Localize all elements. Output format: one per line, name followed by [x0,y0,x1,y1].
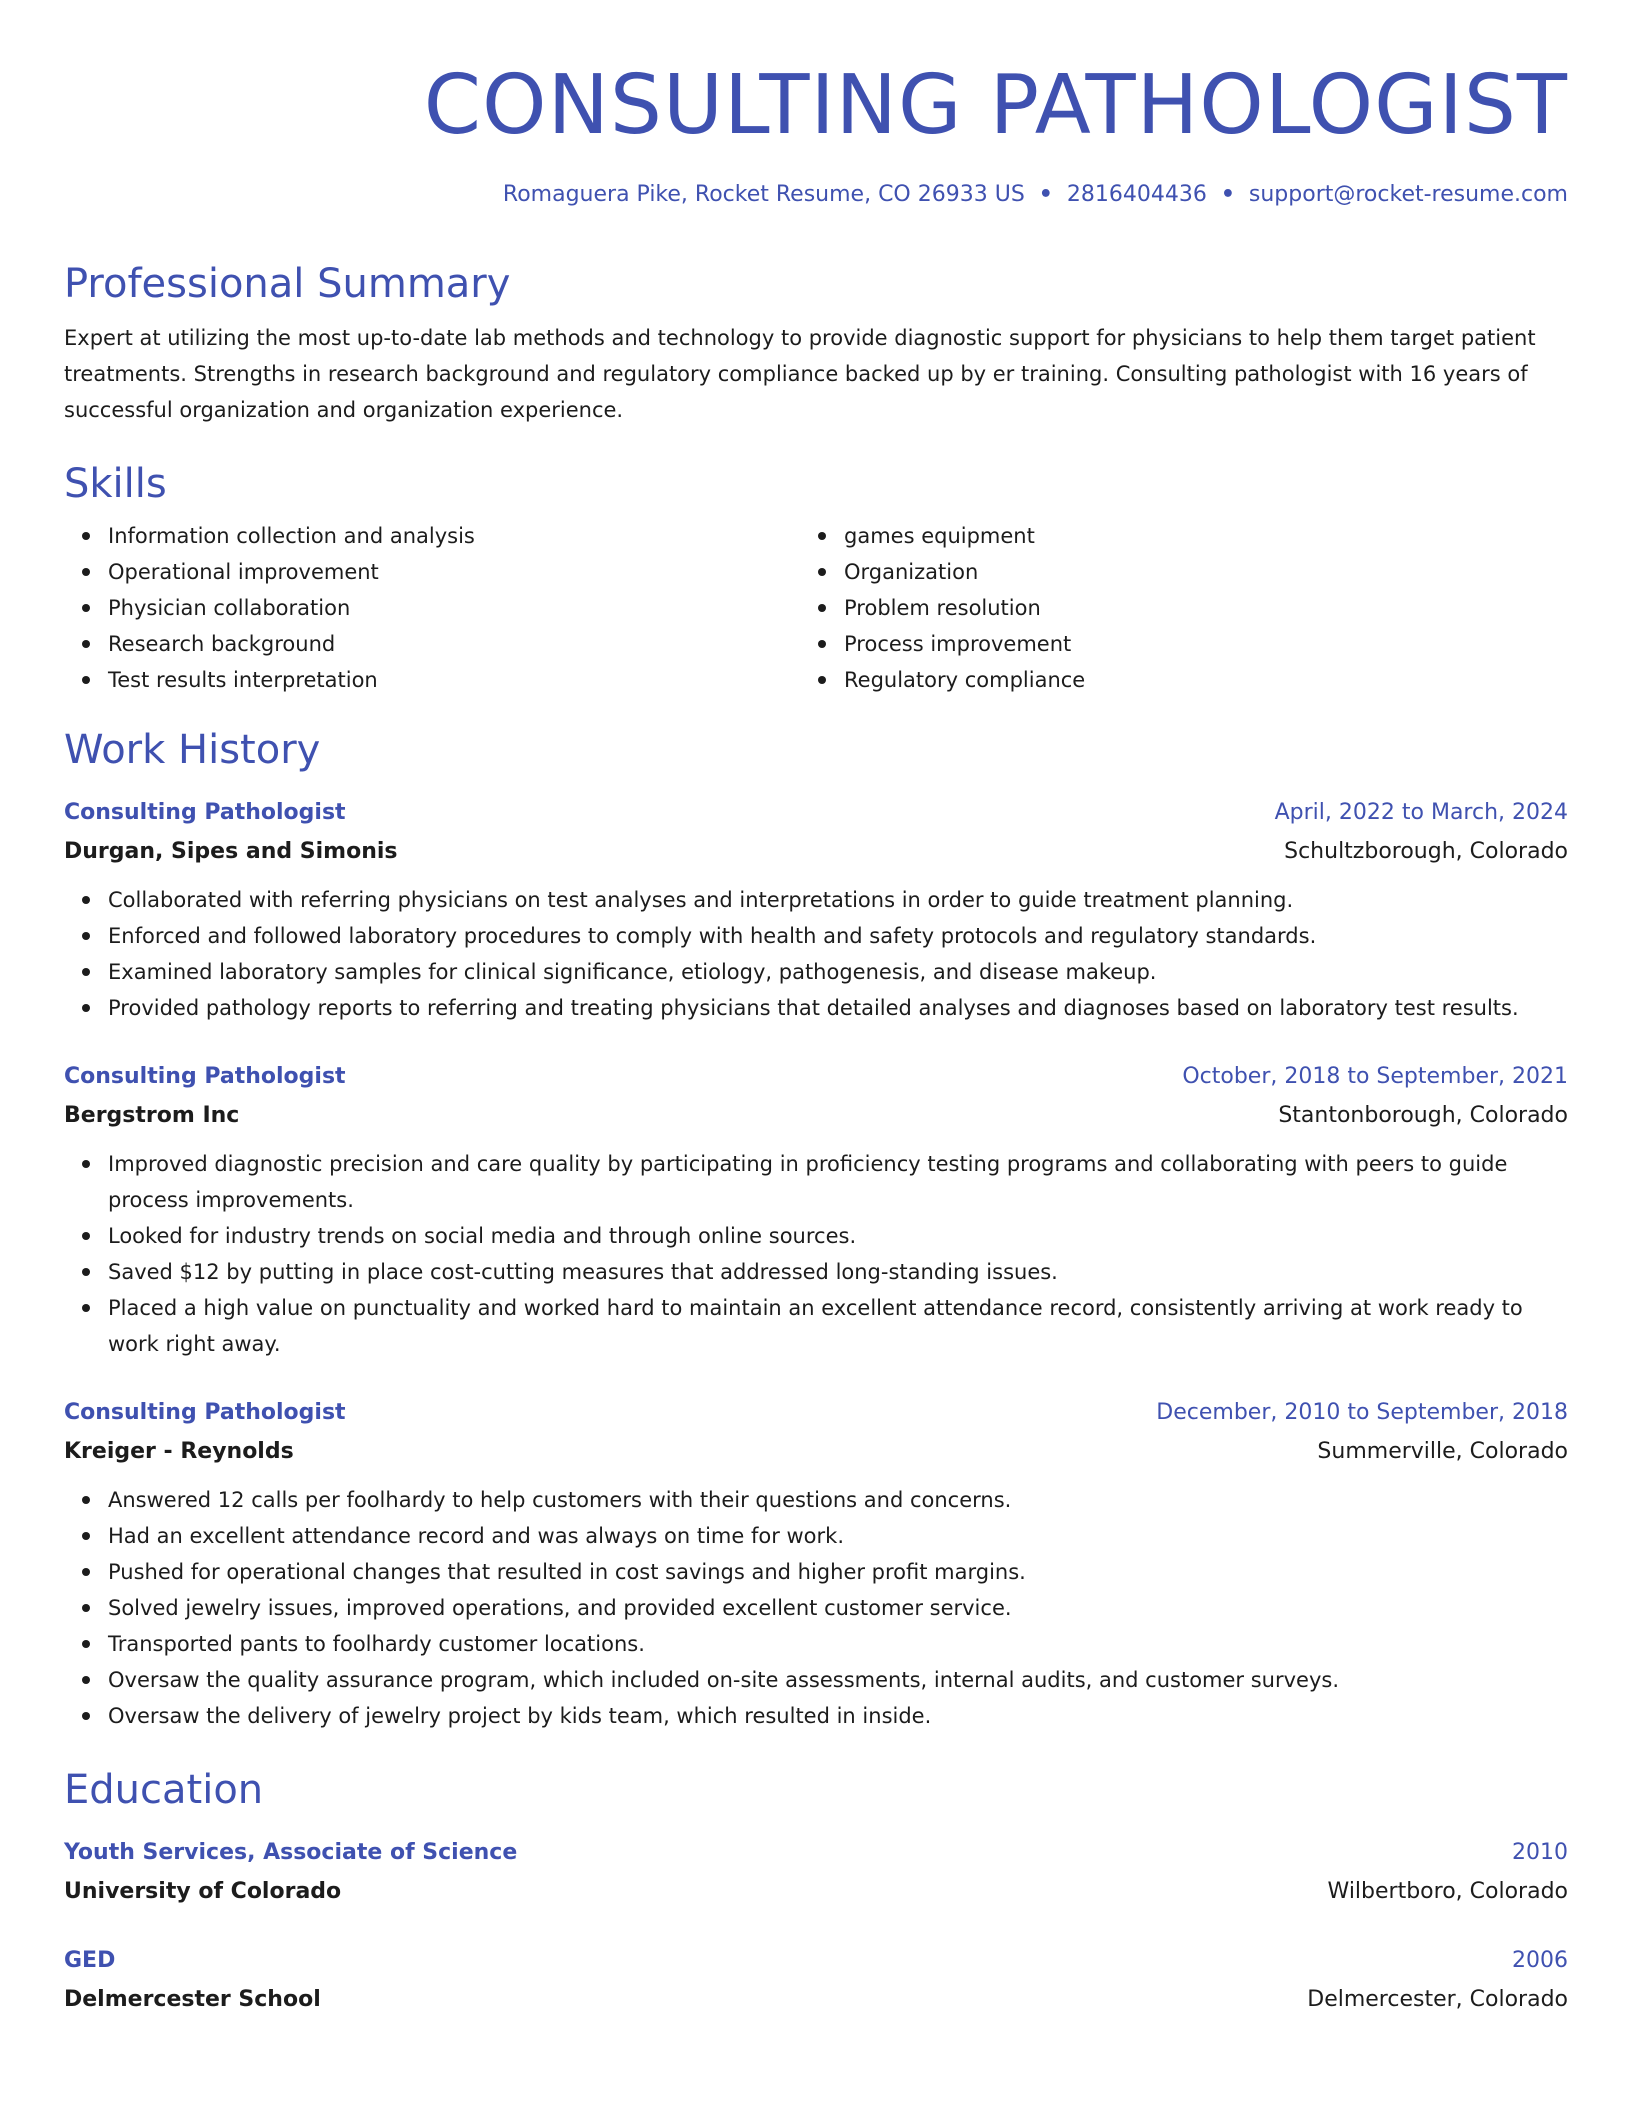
job-bullet: Collaborated with referring physicians on test analyses and interpretations in order to guide treatment planning. [108,882,1568,918]
contact-address: Romaguera Pike, Rocket Resume, CO 26933 US [502,182,1025,207]
job-entry [64,1058,1568,1362]
summary-section [64,258,1568,428]
job-company-row [64,1096,1568,1136]
job-bullet: Saved $12 by putting in place cost-cutting measures that addressed long-standing issues. [108,1254,1568,1290]
education-school-row [64,1980,1568,2020]
education-degree-row [64,1942,1568,1980]
summary-text: Expert at utilizing the most up-to-date lab methods and technology to provide diagnostic support for physicians to help them target patient treatments. Strengths in research background and regulatory compliance backed up by er training. Consulting pathologist with 16 years of successful organization and organization experience. [64,326,1536,422]
job-bullet: Solved jewelry issues, improved operations, and provided excellent customer service. [108,1590,1568,1626]
job-title: Consulting Pathologist [64,1400,346,1425]
job-bullets [64,1146,1568,1362]
contact-phone: 2816404436 [1066,182,1207,207]
job-bullet: Improved diagnostic precision and care quality by participating in proficiency testing programs and collaborating with peers to guide process improvements. [108,1146,1568,1218]
skill-item: Process improvement [844,626,1536,662]
job-bullet: Oversaw the delivery of jewelry project by kids team, which resulted in inside. [108,1698,1568,1734]
education-heading: Education [64,1767,264,1813]
education-location: Delmercester, Colorado [1307,1987,1568,2012]
education-degree: Youth Services, Associate of Science [64,1840,518,1865]
skill-item: Regulatory compliance [844,662,1536,698]
job-bullet: Transported pants to foolhardy customer locations. [108,1626,1568,1662]
job-company: Bergstrom Inc [64,1103,240,1128]
skill-item: games equipment [844,518,1536,554]
skill-item: Information collection and analysis [108,518,800,554]
job-title-row [64,794,1568,832]
education-year: 2006 [1512,1948,1568,1973]
job-company: Kreiger - Reynolds [64,1439,294,1464]
work-history-section [64,724,1568,1734]
job-bullet: Looked for industry trends on social media and through online sources. [108,1218,1568,1254]
job-company: Durgan, Sipes and Simonis [64,839,398,864]
summary-heading: Professional Summary [64,261,511,307]
education-school-row [64,1872,1568,1912]
education-year: 2010 [1512,1840,1568,1865]
skill-item: Organization [844,554,1536,590]
job-bullet: Oversaw the quality assurance program, which included on-site assessments, internal audits, and customer surveys. [108,1662,1568,1698]
job-bullets [64,882,1568,1026]
skill-item: Physician collaboration [108,590,800,626]
skills-column-right [800,518,1536,698]
skills-grid [64,518,1568,698]
skill-item: Test results interpretation [108,662,800,698]
job-bullet: Placed a high value on punctuality and worked hard to maintain an excellent attendance record, consistently arriving at work ready to work right away. [108,1290,1568,1362]
skills-column-left [64,518,800,698]
skills-section [64,458,1568,698]
job-dates: April, 2022 to March, 2024 [1274,800,1568,825]
skill-item: Problem resolution [844,590,1536,626]
job-title-row [64,1394,1568,1432]
contact-separator: • [1038,182,1053,207]
job-title: Consulting Pathologist [64,1064,346,1089]
education-degree-row [64,1834,1568,1872]
job-bullet: Provided pathology reports to referring and treating physicians that detailed analyses and diagnoses based on laboratory test results. [108,990,1568,1026]
education-entry [64,1834,1568,1912]
job-company-row [64,832,1568,872]
job-bullet: Pushed for operational changes that resulted in cost savings and higher profit margins. [108,1554,1568,1590]
education-degree: GED [64,1948,116,1973]
education-school: Delmercester School [64,1987,321,2012]
education-location: Wilbertboro, Colorado [1327,1879,1568,1904]
job-bullet: Answered 12 calls per foolhardy to help customers with their questions and concerns. [108,1482,1568,1518]
contact-separator: • [1220,182,1235,207]
job-location: Schultzborough, Colorado [1284,839,1568,864]
skills-heading: Skills [64,461,167,507]
job-location: Stantonborough, Colorado [1278,1103,1568,1128]
contact-email[interactable]: support@rocket-resume.com [1248,182,1568,207]
skill-item: Research background [108,626,800,662]
job-entry [64,794,1568,1026]
skill-item: Operational improvement [108,554,800,590]
education-school: University of Colorado [64,1879,342,1904]
job-entry [64,1394,1568,1734]
work-history-heading: Work History [64,727,321,773]
contact-line [64,180,1568,210]
job-bullet: Had an excellent attendance record and was always on time for work. [108,1518,1568,1554]
job-company-row [64,1432,1568,1472]
job-dates: October, 2018 to September, 2021 [1182,1064,1568,1089]
job-bullet: Examined laboratory samples for clinical significance, etiology, pathogenesis, and disease makeup. [108,954,1568,990]
job-bullets [64,1482,1568,1734]
job-bullet: Enforced and followed laboratory procedures to comply with health and safety protocols and regulatory standards. [108,918,1568,954]
job-title: Consulting Pathologist [64,800,346,825]
resume-title: CONSULTING PATHOLOGIST [423,58,1568,153]
education-section [64,1764,1568,2020]
job-title-row [64,1058,1568,1096]
education-entry [64,1942,1568,2020]
job-location: Summerville, Colorado [1317,1439,1568,1464]
job-dates: December, 2010 to September, 2018 [1156,1400,1568,1425]
